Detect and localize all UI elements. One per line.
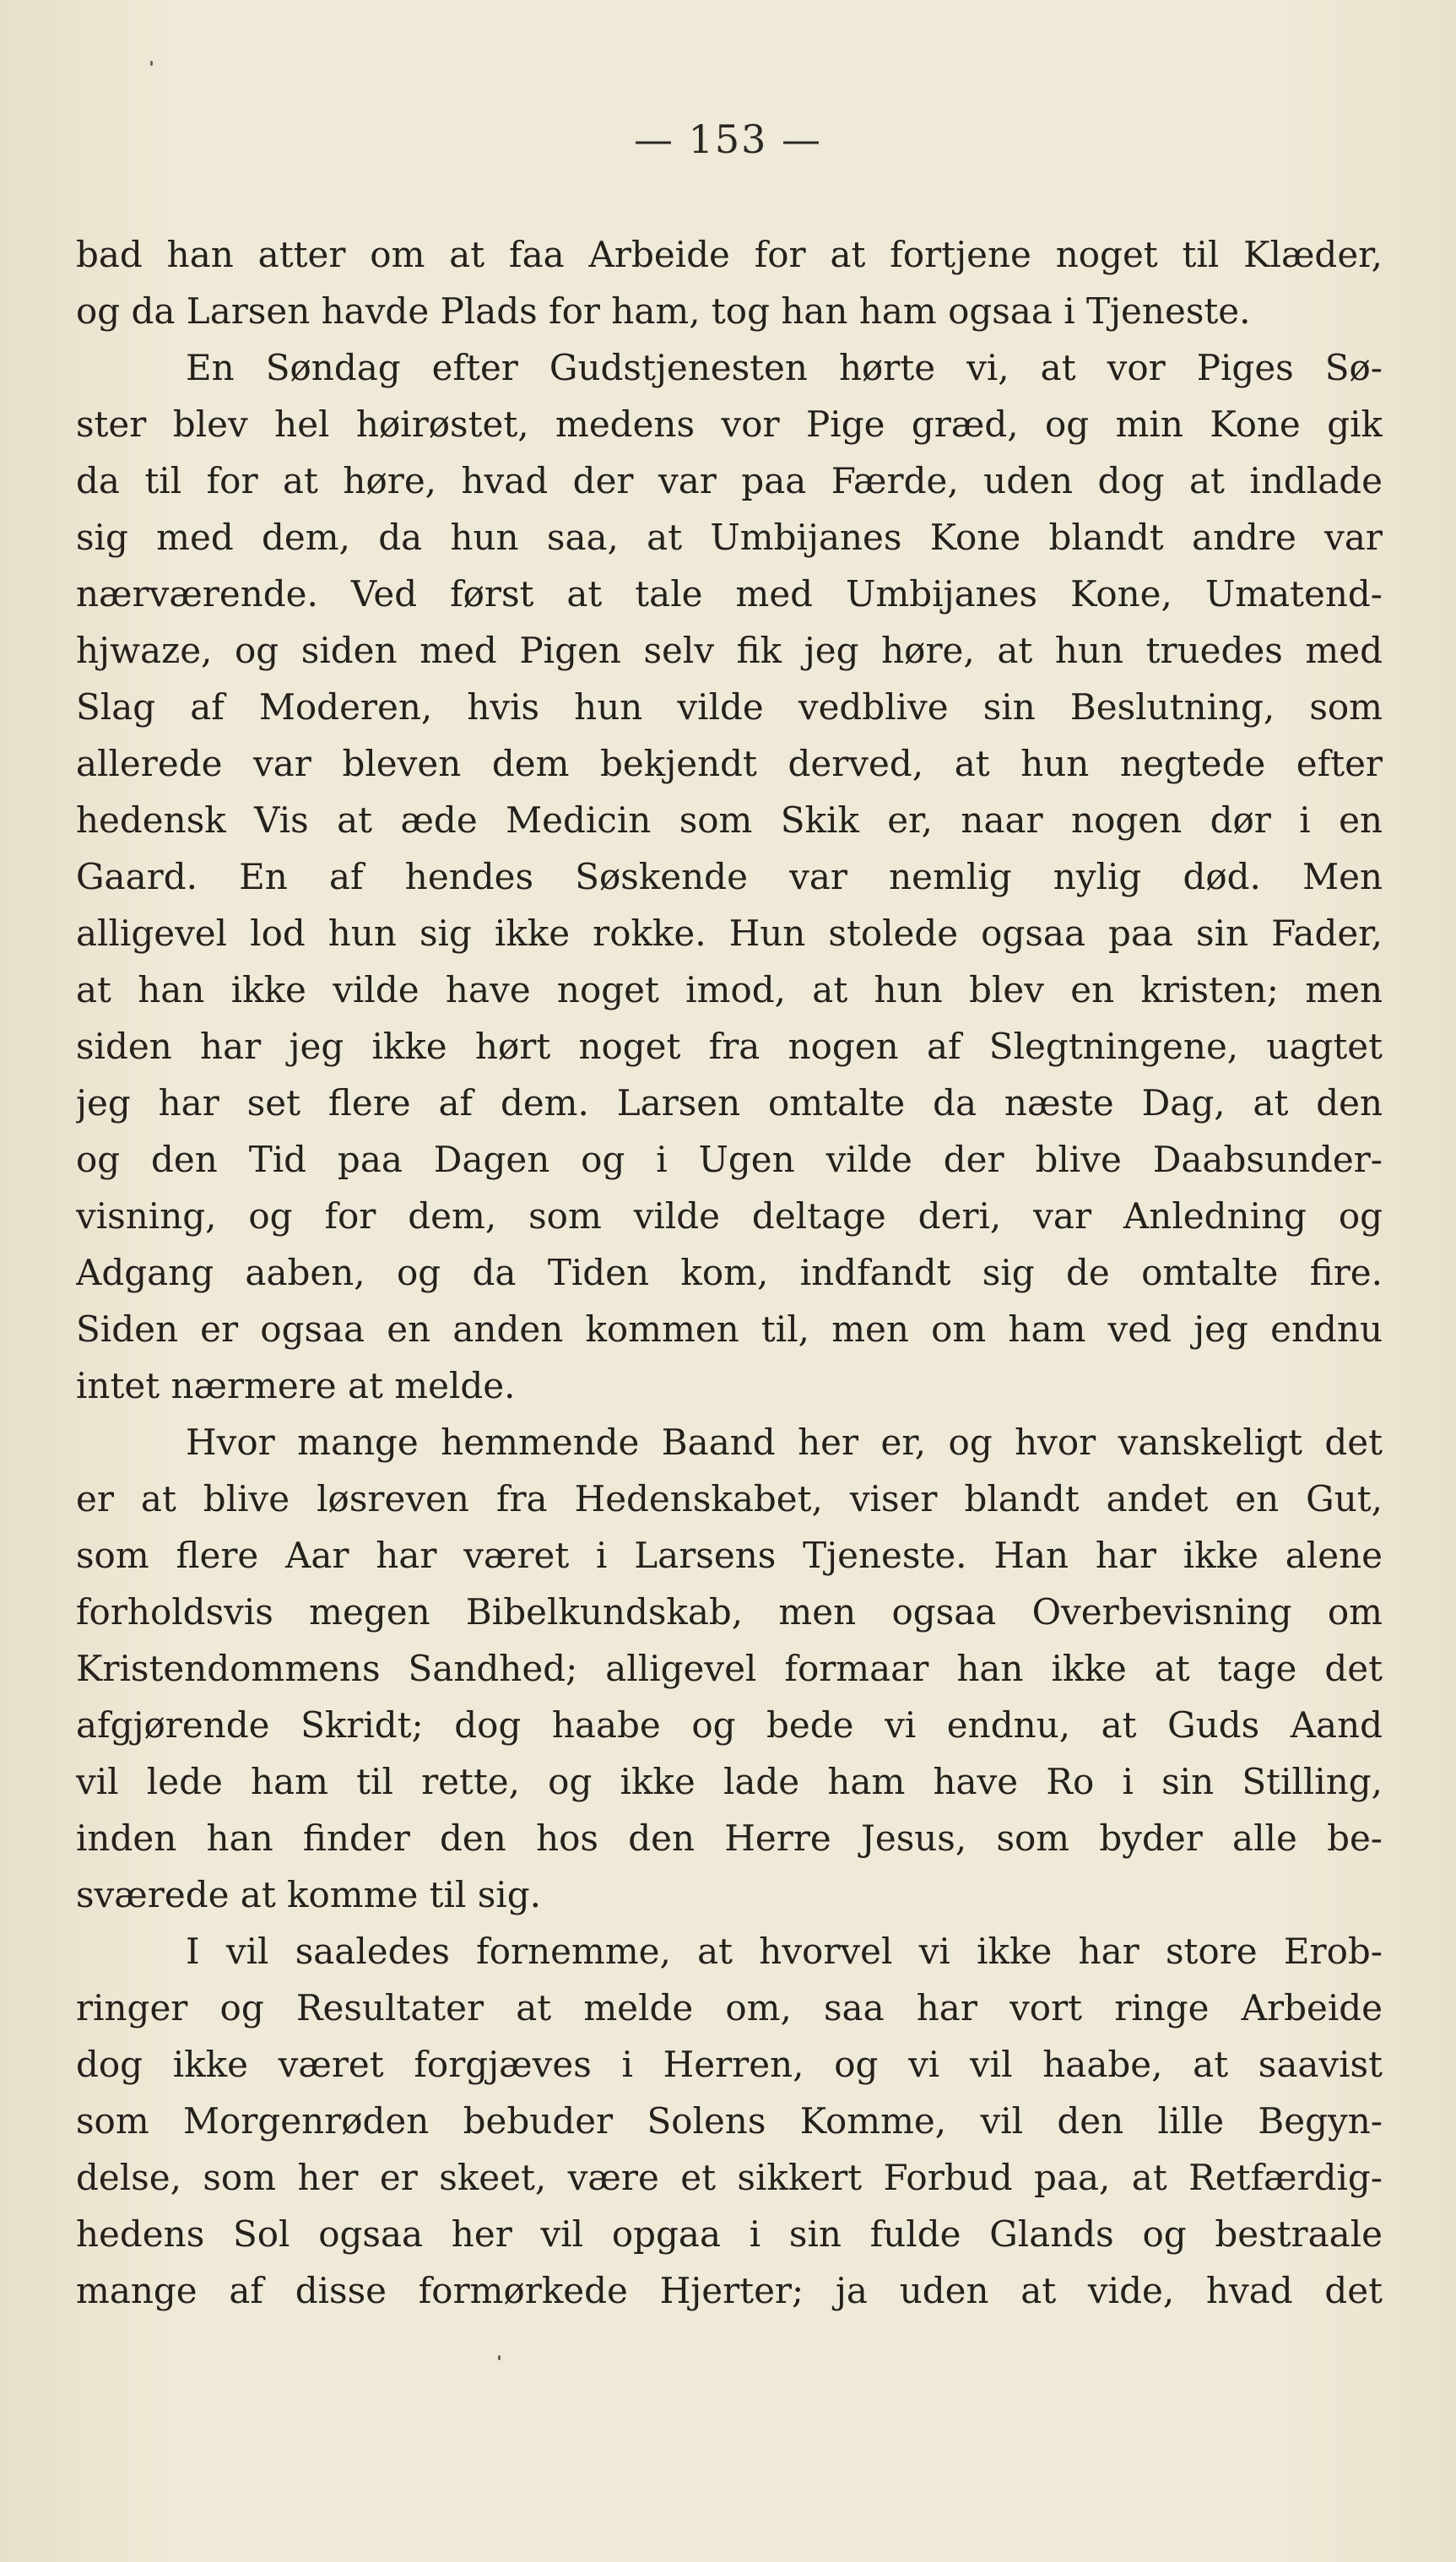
- text-line: hjwaze, og siden med Pigen selv fik jeg høre, at hun truedes med: [76, 630, 1383, 671]
- text-line: ster blev hel høirøstet, medens vor Pige græd, og min Kone gik: [76, 404, 1383, 445]
- text-line: Kristendommens Sandhed; alligevel formaar han ikke at tage det: [76, 1648, 1383, 1689]
- text-line: delse, som her er skeet, være et sikkert Forbud paa, at Retfærdig-: [76, 2157, 1383, 2198]
- text-line: jeg har set flere af dem. Larsen omtalte da næste Dag, at den: [76, 1082, 1383, 1124]
- text-line: siden har jeg ikke hørt noget fra nogen af Slegtningene, uagtet: [76, 1026, 1383, 1067]
- page-number: — 153 —: [633, 116, 823, 162]
- text-line: hedensk Vis at æde Medicin som Skik er, naar nogen dør i en: [76, 799, 1383, 841]
- text-line: Gaard. En af hendes Søskende var nemlig nylig død. Men: [76, 856, 1383, 897]
- text-line: visning, og for dem, som vilde deltage deri, var Anledning og: [76, 1195, 1383, 1237]
- text-line: mange af disse formørkede Hjerter; ja uden at vide, hvad det: [76, 2270, 1383, 2311]
- text-line: forholdsvis megen Bibelkundskab, men ogsaa Overbevisning om: [76, 1591, 1383, 1633]
- text-line: sværede at komme til sig.: [76, 1874, 541, 1915]
- text-line: Hvor mange hemmende Baand her er, og hvor vanskeligt det: [186, 1422, 1383, 1463]
- text-line: intet nærmere at melde.: [76, 1365, 516, 1406]
- text-line: nærværende. Ved først at tale med Umbijanes Kone, Umatend-: [76, 573, 1383, 615]
- text-line: ringer og Resultater at melde om, saa har vort ringe Arbeide: [76, 1987, 1383, 2028]
- text-line: sig med dem, da hun saa, at Umbijanes Kone blandt andre var: [76, 517, 1383, 558]
- text-line: hedens Sol ogsaa her vil opgaa i sin fulde Glands og bestraale: [76, 2213, 1383, 2255]
- text-line: og den Tid paa Dagen og i Ugen vilde der blive Daabsunder-: [76, 1139, 1383, 1180]
- body-text: [76, 226, 1383, 2319]
- text-line: allerede var bleven dem bekjendt derved, at hun negtede efter: [76, 743, 1383, 784]
- text-line: En Søndag efter Gudstjenesten hørte vi, at vor Piges Sø-: [186, 347, 1383, 388]
- text-line: Adgang aaben, og da Tiden kom, indfandt sig de omtalte fire.: [76, 1252, 1383, 1293]
- paper-speck: [498, 2355, 501, 2360]
- text-line: alligevel lod hun sig ikke rokke. Hun stolede ogsaa paa sin Fader,: [76, 913, 1383, 954]
- text-line: og da Larsen havde Plads for ham, tog han ham ogsaa i Tjeneste.: [76, 290, 1251, 332]
- text-line: afgjørende Skridt; dog haabe og bede vi endnu, at Guds Aand: [76, 1704, 1383, 1746]
- text-line: at han ikke vilde have noget imod, at hun blev en kristen; men: [76, 969, 1383, 1010]
- text-line: dog ikke været forgjæves i Herren, og vi vil haabe, at saavist: [76, 2044, 1383, 2085]
- text-line: er at blive løsreven fra Hedenskabet, viser blandt andet en Gut,: [76, 1478, 1383, 1519]
- text-line: bad han atter om at faa Arbeide for at fortjene noget til Klæder,: [76, 234, 1383, 275]
- text-line: vil lede ham til rette, og ikke lade ham have Ro i sin Stilling,: [76, 1761, 1383, 1802]
- text-line: da til for at høre, hvad der var paa Færde, uden dog at indlade: [76, 460, 1383, 501]
- text-line: Slag af Moderen, hvis hun vilde vedblive sin Beslutning, som: [76, 686, 1383, 728]
- text-line: I vil saaledes fornemme, at hvorvel vi ikke har store Erob-: [186, 1931, 1383, 1972]
- text-line: inden han finder den hos den Herre Jesus, som byder alle be-: [76, 1817, 1383, 1859]
- paper-speck: [150, 61, 153, 66]
- text-line: som Morgenrøden bebuder Solens Komme, vil den lille Begyn-: [76, 2100, 1383, 2142]
- text-line: som flere Aar har været i Larsens Tjeneste. Han har ikke alene: [76, 1535, 1383, 1576]
- text-line: Siden er ogsaa en anden kommen til, men om ham ved jeg endnu: [76, 1308, 1383, 1350]
